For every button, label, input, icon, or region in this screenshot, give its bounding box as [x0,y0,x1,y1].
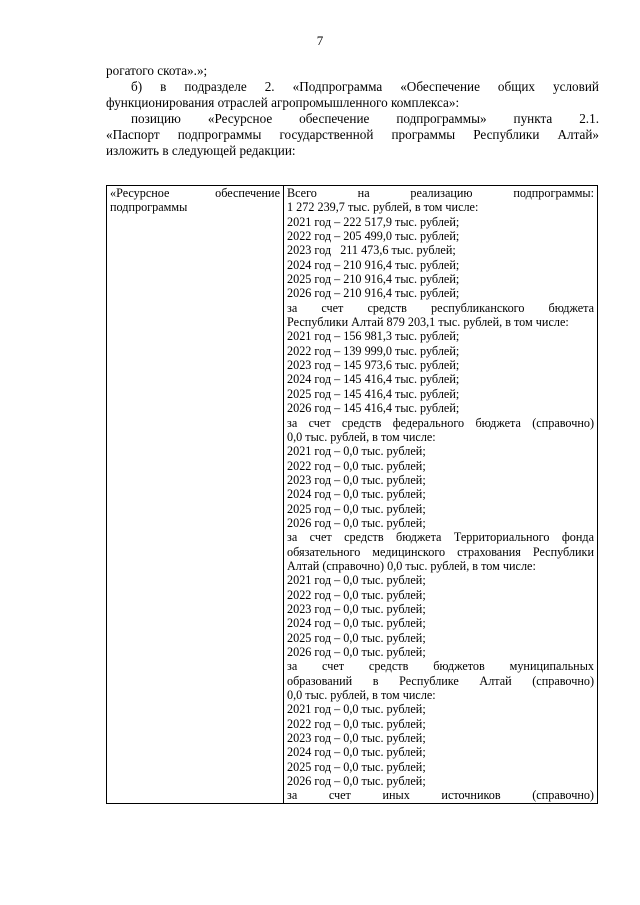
value-line: 2025 год – 0,0 тыс. рублей; [287,630,426,645]
value-line: Алтай (справочно) 0,0 тыс. рублей, в том числе: [287,558,536,573]
value-line: 2024 год – 0,0 тыс. рублей; [287,487,426,502]
value-line: 2022 год – 0,0 тыс. рублей; [287,587,426,602]
value-line: 0,0 тыс. рублей, в том числе: [287,429,436,444]
intro-line-4: позицию «Ресурсное обеспечение подпрограммы» пункта 2.1. [131,111,599,126]
value-line: за счет средств бюджета Территориального фонда [287,530,594,545]
position-name-line: «Ресурсное обеспечение [110,186,280,200]
intro-line-6: изложить в следующей редакции: [106,143,296,158]
value-line: 2025 год – 210 916,4 тыс. рублей; [287,272,460,287]
value-line: 2023 год – 0,0 тыс. рублей; [287,731,426,746]
value-line: 1 272 239,7 тыс. рублей, в том числе: [287,200,479,215]
value-line: 2023 год – 145 973,6 тыс. рублей; [287,358,460,373]
value-line: за счет средств бюджетов муниципальных [287,659,594,674]
value-line: 2023 год – 0,0 тыс. рублей; [287,472,426,487]
value-line: 2023 год 211 473,6 тыс. рублей; [287,243,456,258]
value-line: 2021 год – 222 517,9 тыс. рублей; [287,214,460,229]
position-value-cell [284,186,598,804]
position-name-line: подпрограммы [110,200,188,215]
value-line: 2026 год – 0,0 тыс. рублей; [287,774,426,789]
position-name-cell [107,186,284,804]
value-line: за счет средств республиканского бюджета [287,300,594,315]
value-line: 2022 год – 0,0 тыс. рублей; [287,458,426,473]
intro-line-5: «Паспорт подпрограммы государственной программы Республики Алтай» [106,127,599,142]
value-line: 2025 год – 145 416,4 тыс. рублей; [287,386,460,401]
passport-table [106,185,598,804]
value-line: 2024 год – 210 916,4 тыс. рублей; [287,257,460,272]
value-line: 2026 год – 145 416,4 тыс. рублей; [287,401,460,416]
value-line: 2024 год – 0,0 тыс. рублей; [287,745,426,760]
value-line: 2022 год – 0,0 тыс. рублей; [287,716,426,731]
value-line: обязательного медицинского страхования Республики [287,544,594,559]
value-line: 2024 год – 145 416,4 тыс. рублей; [287,372,460,387]
value-line: за счет средств федерального бюджета (справочно) [287,415,594,430]
value-line: 2022 год – 205 499,0 тыс. рублей; [287,229,460,244]
value-line: Республики Алтай 879 203,1 тыс. рублей, в том числе: [287,315,569,330]
value-line: за счет иных источников (справочно) [287,788,594,803]
value-line: образований в Республике Алтай (справочно) [287,673,594,688]
value-line: Всего на реализацию подпрограммы: [287,186,594,200]
intro-line-3: функционирования отраслей агропромышленного комплекса»: [106,95,460,110]
value-line: 2023 год – 0,0 тыс. рублей; [287,601,426,616]
value-line: 2025 год – 0,0 тыс. рублей; [287,759,426,774]
value-line: 2022 год – 139 999,0 тыс. рублей; [287,343,460,358]
value-line: 2025 год – 0,0 тыс. рублей; [287,501,426,516]
table-row [107,186,598,804]
intro-line-1: рогатого скота».»; [106,63,208,78]
page-number: 7 [316,33,324,48]
value-line: 2021 год – 156 981,3 тыс. рублей; [287,329,460,344]
value-line: 2026 год – 0,0 тыс. рублей; [287,515,426,530]
intro-line-2: б) в подразделе 2. «Подпрограмма «Обеспечение общих условий [131,79,599,94]
value-line: 0,0 тыс. рублей, в том числе: [287,688,436,703]
value-line: 2024 год – 0,0 тыс. рублей; [287,616,426,631]
value-line: 2021 год – 0,0 тыс. рублей; [287,702,426,717]
value-line: 2026 год – 0,0 тыс. рублей; [287,645,426,659]
value-line: 2026 год – 210 916,4 тыс. рублей; [287,286,460,301]
value-line: 2021 год – 0,0 тыс. рублей; [287,444,426,459]
value-line: 2021 год – 0,0 тыс. рублей; [287,573,426,588]
